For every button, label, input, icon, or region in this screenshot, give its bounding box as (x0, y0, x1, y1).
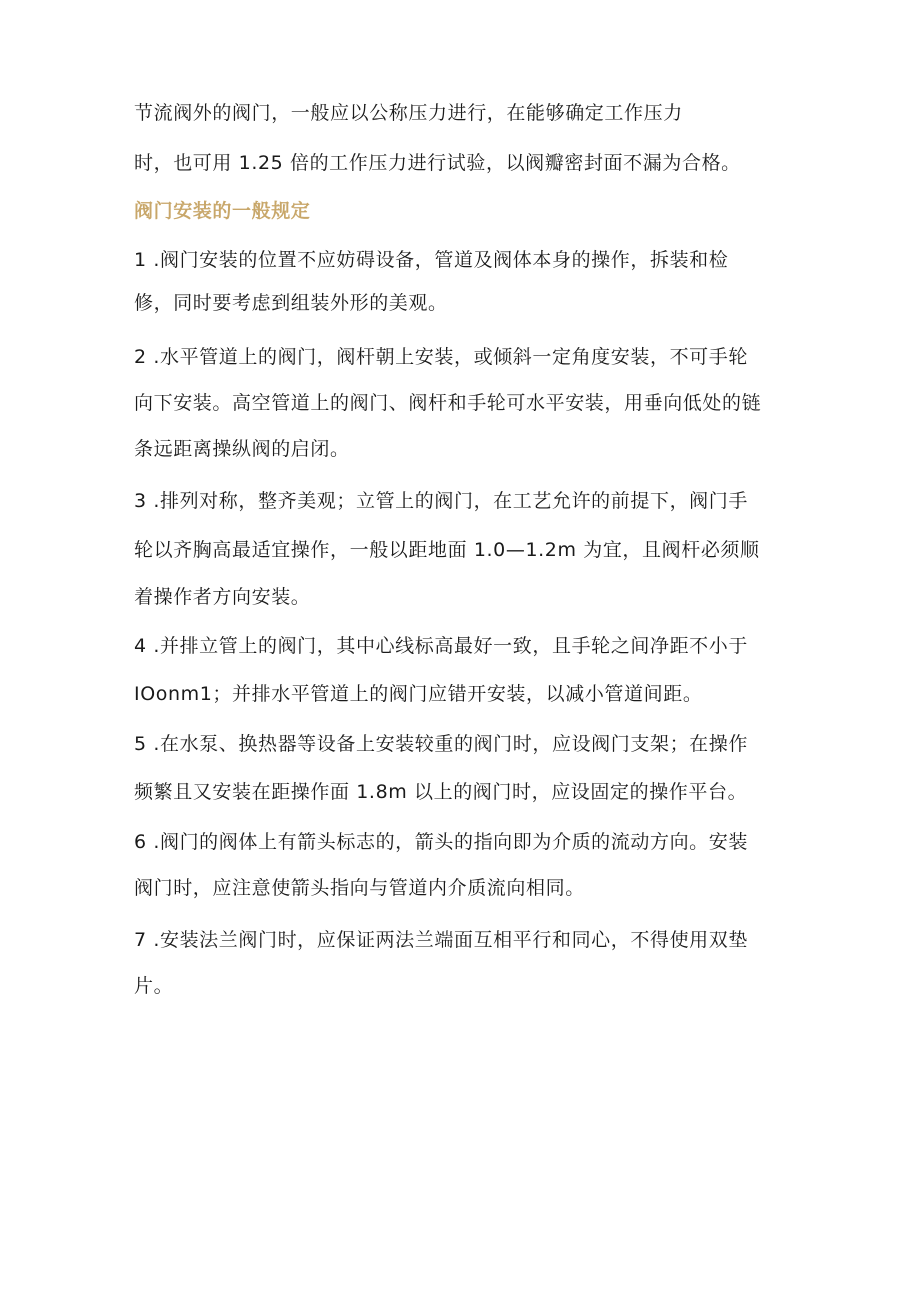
item-2-line-1: 2 .水平管道上的阀门，阀杆朝上安装，或倾斜一定角度安装，不可手轮 (134, 346, 748, 368)
section-title: 阀门安装的一般规定 (134, 200, 311, 222)
item-1-line-2: 修，同时要考虑到组装外形的美观。 (134, 292, 448, 314)
intro-line-2: 时，也可用 1.25 倍的工作压力进行试验，以阀瓣密封面不漏为合格。 (134, 152, 741, 174)
item-5-line-2: 频繁且又安装在距操作面 1.8m 以上的阀门时，应设固定的操作平台。 (134, 781, 748, 803)
item-1-line-1: 1 .阀门安装的位置不应妨碍设备，管道及阀体本身的操作，拆装和检 (134, 249, 729, 271)
item-4-line-2: IOonm1；并排水平管道上的阀门应错开安装，以减小管道间距。 (134, 683, 703, 705)
item-3-line-1: 3 .排列对称，整齐美观；立管上的阀门，在工艺允许的前提下，阀门手 (134, 490, 748, 512)
item-3-line-3: 着操作者方向安装。 (134, 586, 311, 608)
item-7-line-2: 片。 (134, 975, 174, 997)
item-2-line-2: 向下安装。高空管道上的阀门、阀杆和手轮可水平安装，用垂向低处的链 (134, 392, 762, 414)
item-6-line-2: 阀门时，应注意使箭头指向与管道内介质流向相同。 (134, 877, 585, 899)
item-2-line-3: 条远距离操纵阀的启闭。 (134, 438, 350, 460)
intro-line-1: 节流阀外的阀门，一般应以公称压力进行，在能够确定工作压力 (134, 102, 683, 124)
item-3-line-2: 轮以齐胸高最适宜操作，一般以距地面 1.0—1.2m 为宜，且阀杆必须顺 (134, 539, 760, 561)
item-4-line-1: 4 .并排立管上的阀门，其中心线标高最好一致，且手轮之间净距不小于 (134, 635, 748, 657)
item-6-line-1: 6 .阀门的阀体上有箭头标志的，箭头的指向即为介质的流动方向。安装 (134, 831, 748, 853)
item-5-line-1: 5 .在水泵、换热器等设备上安装较重的阀门时，应设阀门支架；在操作 (134, 733, 748, 755)
item-7-line-1: 7 .安装法兰阀门时，应保证两法兰端面互相平行和同心，不得使用双垫 (134, 929, 748, 951)
